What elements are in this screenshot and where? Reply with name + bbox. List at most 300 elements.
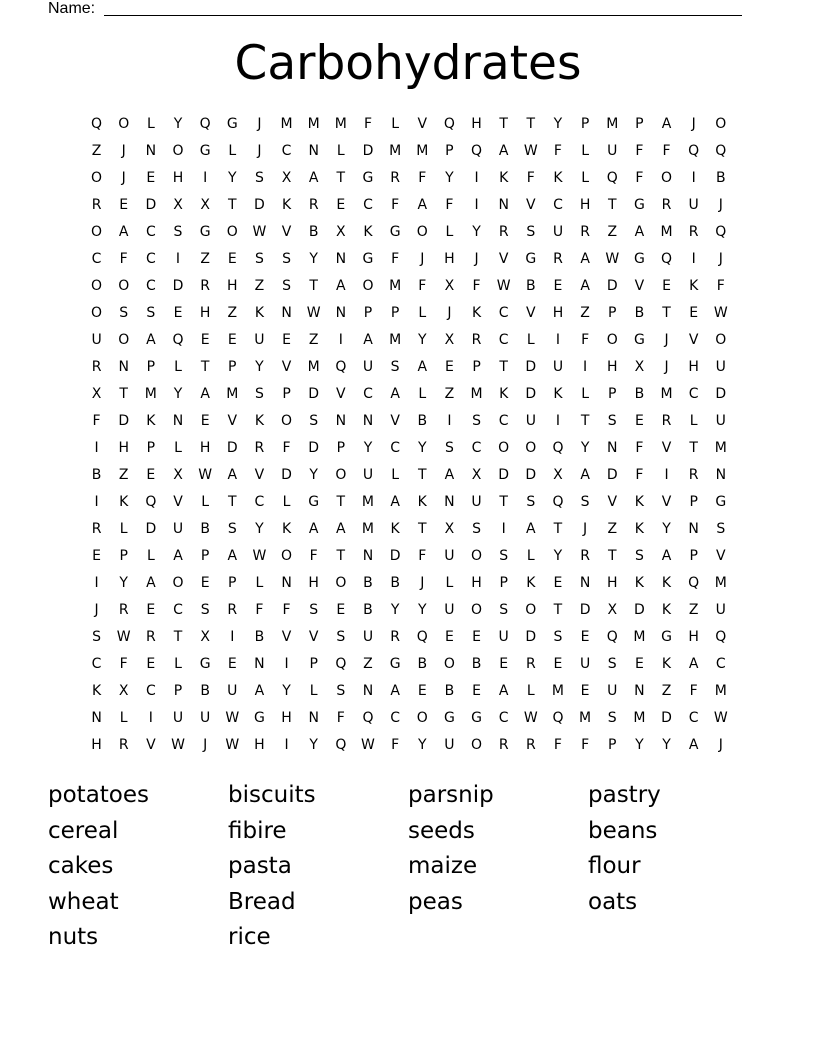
- grid-letter: U: [91, 332, 102, 348]
- grid-letter: Y: [255, 359, 264, 375]
- grid-letter: P: [309, 656, 318, 672]
- grid-letter: T: [607, 197, 617, 213]
- grid-letter: N: [335, 305, 347, 321]
- grid-letter: M: [389, 143, 402, 159]
- grid-letter: M: [714, 683, 727, 699]
- grid-letter: Z: [688, 602, 699, 618]
- word-bank-item: pastry: [588, 782, 661, 808]
- grid-letter: F: [119, 656, 128, 672]
- name-underline: [104, 15, 742, 16]
- grid-letter: N: [308, 710, 319, 726]
- grid-letter: H: [552, 305, 564, 321]
- grid-letter: P: [608, 737, 617, 753]
- grid-letter: C: [390, 440, 400, 456]
- grid-letter: S: [309, 413, 319, 429]
- grid-letter: F: [445, 197, 454, 213]
- grid-letter: E: [336, 197, 346, 213]
- grid-letter: S: [227, 521, 237, 537]
- grid-letter: O: [416, 710, 428, 726]
- grid-letter: P: [119, 548, 128, 564]
- grid-letter: S: [526, 224, 536, 240]
- grid-letter: M: [361, 521, 375, 537]
- grid-letter: C: [145, 251, 156, 267]
- word-bank-item: oats: [588, 888, 638, 915]
- grid-letter: U: [715, 413, 726, 429]
- grid-letter: M: [389, 332, 402, 348]
- grid-letter: E: [417, 683, 427, 699]
- grid-letter: S: [254, 386, 264, 402]
- grid-letter: O: [172, 575, 184, 591]
- grid-letter: E: [200, 575, 210, 591]
- grid-letter: C: [390, 710, 400, 726]
- grid-letter: I: [474, 170, 479, 186]
- grid-letter: Q: [172, 332, 184, 348]
- grid-letter: D: [281, 467, 292, 483]
- grid-letter: E: [472, 683, 481, 699]
- grid-letter: Y: [173, 116, 183, 132]
- grid-letter: J: [257, 143, 262, 159]
- word-bank-row: [48, 885, 768, 921]
- grid-letter: Q: [715, 629, 727, 645]
- grid-letter: E: [92, 548, 101, 564]
- grid-letter: A: [363, 332, 373, 348]
- grid-letter: A: [688, 656, 699, 672]
- grid-letter: K: [634, 494, 644, 510]
- word-bank-row: [48, 814, 768, 850]
- grid-letter: I: [555, 413, 561, 429]
- grid-letter: S: [173, 224, 183, 240]
- grid-letter: D: [172, 278, 184, 294]
- grid-letter: F: [581, 737, 590, 753]
- grid-letter: A: [308, 521, 319, 537]
- grid-letter: R: [390, 170, 400, 186]
- grid-letter: T: [553, 521, 563, 537]
- grid-letter: P: [608, 305, 617, 321]
- grid-letter: E: [634, 656, 644, 672]
- grid-letter: M: [579, 710, 592, 726]
- grid-letter: C: [363, 386, 373, 402]
- grid-letter: P: [146, 359, 156, 375]
- grid-letter: P: [228, 359, 237, 375]
- grid-letter: E: [146, 602, 156, 618]
- grid-letter: E: [553, 278, 563, 294]
- grid-letter: L: [282, 494, 291, 510]
- grid-letter: F: [255, 602, 264, 618]
- grid-letter: K: [91, 683, 102, 699]
- grid-row: [83, 111, 735, 138]
- grid-letter: P: [689, 548, 698, 564]
- grid-letter: J: [420, 251, 425, 267]
- grid-letter: T: [417, 521, 427, 537]
- grid-letter: A: [173, 548, 183, 564]
- grid-letter: W: [306, 305, 321, 321]
- grid-letter: Y: [255, 521, 264, 537]
- grid-letter: Q: [199, 116, 211, 132]
- grid-letter: H: [688, 629, 699, 645]
- grid-row: [83, 597, 735, 624]
- grid-letter: Y: [417, 332, 427, 348]
- grid-letter: C: [498, 710, 509, 726]
- grid-letter: O: [281, 548, 293, 564]
- grid-letter: U: [227, 683, 238, 699]
- grid-letter: J: [447, 305, 452, 321]
- grid-letter: Q: [471, 143, 483, 159]
- grid-letter: Y: [417, 440, 427, 456]
- grid-row: [83, 516, 735, 543]
- grid-letter: R: [227, 602, 238, 618]
- grid-letter: E: [662, 278, 671, 294]
- grid-row: [83, 570, 735, 597]
- grid-letter: X: [336, 224, 346, 240]
- grid-letter: C: [145, 683, 156, 699]
- grid-letter: I: [284, 737, 289, 753]
- grid-letter: B: [363, 602, 373, 618]
- grid-letter: A: [661, 116, 672, 132]
- grid-row: [83, 381, 735, 408]
- grid-letter: E: [444, 629, 454, 645]
- grid-letter: S: [526, 494, 536, 510]
- grid-letter: J: [664, 332, 669, 348]
- grid-letter: N: [607, 440, 618, 456]
- grid-letter: O: [715, 116, 727, 132]
- grid-letter: B: [91, 467, 102, 483]
- grid-letter: Y: [363, 440, 373, 456]
- grid-letter: U: [688, 197, 699, 213]
- grid-letter: L: [255, 575, 264, 591]
- grid-row: [83, 165, 735, 192]
- grid-letter: O: [91, 278, 103, 294]
- grid-letter: K: [471, 305, 482, 321]
- grid-letter: Q: [606, 170, 618, 186]
- grid-row: [83, 543, 735, 570]
- grid-letter: N: [498, 197, 509, 213]
- grid-letter: H: [471, 575, 482, 591]
- grid-row: [83, 273, 735, 300]
- grid-letter: L: [418, 386, 427, 402]
- grid-letter: F: [391, 737, 400, 753]
- grid-letter: B: [254, 629, 265, 645]
- grid-letter: O: [118, 116, 130, 132]
- grid-letter: A: [390, 683, 400, 699]
- grid-letter: W: [252, 548, 267, 564]
- grid-letter: M: [361, 494, 375, 510]
- grid-letter: L: [418, 305, 427, 321]
- grid-letter: C: [498, 413, 509, 429]
- grid-letter: Q: [552, 440, 564, 456]
- grid-letter: M: [226, 386, 239, 402]
- grid-letter: E: [444, 359, 454, 375]
- grid-letter: Z: [607, 224, 618, 240]
- grid-letter: L: [526, 548, 535, 564]
- grid-letter: W: [225, 710, 240, 726]
- grid-letter: S: [254, 170, 264, 186]
- grid-letter: I: [94, 494, 99, 510]
- grid-letter: W: [713, 710, 728, 726]
- grid-letter: G: [199, 656, 211, 672]
- grid-letter: O: [525, 602, 537, 618]
- grid-letter: Q: [552, 710, 564, 726]
- grid-letter: B: [634, 305, 645, 321]
- grid-letter: P: [363, 305, 373, 321]
- grid-row: [83, 327, 735, 354]
- grid-letter: Y: [309, 467, 318, 483]
- grid-letter: I: [94, 575, 99, 591]
- grid-letter: T: [689, 440, 698, 456]
- grid-letter: Q: [688, 143, 700, 159]
- grid-letter: Q: [661, 251, 673, 267]
- grid-letter: C: [173, 602, 183, 618]
- grid-letter: X: [444, 278, 455, 294]
- grid-letter: G: [633, 251, 645, 267]
- grid-letter: Z: [200, 251, 210, 267]
- grid-letter: W: [605, 251, 620, 267]
- grid-letter: L: [581, 386, 589, 402]
- word-bank-item: biscuits: [228, 782, 316, 808]
- grid-letter: K: [689, 278, 699, 294]
- grid-letter: Q: [552, 494, 564, 510]
- grid-letter: A: [390, 386, 400, 402]
- grid-letter: E: [553, 656, 563, 672]
- grid-letter: G: [199, 224, 211, 240]
- grid-letter: Q: [416, 629, 428, 645]
- puzzle-title: Carbohydrates: [234, 36, 582, 91]
- grid-letter: H: [606, 575, 618, 591]
- grid-letter: U: [200, 710, 211, 726]
- grid-letter: F: [526, 170, 535, 186]
- grid-letter: C: [498, 305, 509, 321]
- grid-letter: O: [471, 602, 483, 618]
- grid-letter: G: [525, 251, 537, 267]
- grid-letter: M: [280, 116, 293, 132]
- grid-letter: P: [580, 116, 590, 132]
- grid-letter: F: [363, 116, 372, 132]
- grid-letter: U: [552, 359, 564, 375]
- grid-letter: P: [146, 440, 156, 456]
- grid-letter: R: [91, 521, 102, 537]
- grid-letter: O: [471, 737, 483, 753]
- grid-letter: O: [91, 224, 103, 240]
- grid-letter: D: [715, 386, 727, 402]
- grid-letter: C: [281, 143, 292, 159]
- grid-letter: E: [499, 656, 509, 672]
- grid-letter: U: [362, 359, 374, 375]
- grid-letter: X: [173, 467, 183, 483]
- grid-letter: D: [362, 143, 374, 159]
- grid-letter: Q: [335, 737, 347, 753]
- grid-letter: I: [230, 629, 235, 645]
- grid-letter: B: [363, 575, 373, 591]
- grid-letter: M: [551, 683, 564, 699]
- grid-letter: T: [417, 467, 427, 483]
- grid-letter: T: [336, 494, 346, 510]
- grid-letter: R: [525, 737, 536, 753]
- grid-letter: O: [525, 440, 537, 456]
- grid-letter: X: [173, 197, 183, 213]
- grid-letter: E: [472, 629, 481, 645]
- grid-letter: I: [664, 467, 669, 483]
- grid-letter: M: [389, 278, 402, 294]
- grid-letter: Y: [662, 737, 671, 753]
- grid-letter: N: [254, 656, 265, 672]
- grid-letter: G: [308, 494, 320, 510]
- grid-letter: U: [172, 710, 184, 726]
- grid-letter: D: [226, 440, 238, 456]
- grid-letter: Q: [145, 494, 157, 510]
- grid-letter: O: [498, 440, 510, 456]
- grid-row: [83, 354, 735, 381]
- grid-letter: E: [173, 305, 183, 321]
- grid-letter: U: [362, 467, 374, 483]
- grid-letter: A: [146, 332, 156, 348]
- grid-letter: P: [608, 386, 617, 402]
- grid-letter: R: [118, 602, 129, 618]
- grid-letter: Z: [91, 143, 102, 159]
- grid-letter: G: [389, 224, 401, 240]
- grid-letter: V: [308, 629, 319, 645]
- grid-letter: G: [661, 629, 672, 645]
- grid-letter: J: [718, 197, 723, 213]
- grid-letter: D: [525, 467, 537, 483]
- grid-letter: S: [553, 629, 563, 645]
- grid-letter: E: [227, 656, 237, 672]
- grid-letter: G: [389, 656, 401, 672]
- grid-letter: K: [526, 575, 536, 591]
- grid-letter: B: [308, 224, 319, 240]
- grid-letter: Y: [417, 602, 427, 618]
- grid-letter: A: [688, 737, 699, 753]
- grid-letter: Y: [417, 737, 427, 753]
- grid-letter: C: [363, 197, 373, 213]
- grid-letter: Z: [363, 656, 373, 672]
- grid-letter: R: [471, 332, 482, 348]
- grid-letter: O: [91, 170, 103, 186]
- grid-letter: A: [336, 521, 346, 537]
- grid-letter: K: [661, 656, 672, 672]
- grid-letter: A: [580, 251, 590, 267]
- grid-letter: O: [715, 332, 727, 348]
- grid-letter: U: [471, 494, 482, 510]
- grid-letter: M: [307, 116, 320, 132]
- grid-letter: E: [336, 602, 346, 618]
- grid-letter: V: [173, 494, 183, 510]
- word-bank-item: peas: [408, 888, 463, 915]
- grid-letter: K: [661, 575, 672, 591]
- grid-letter: J: [718, 251, 723, 267]
- grid-letter: E: [119, 197, 129, 213]
- grid-letter: M: [633, 710, 646, 726]
- grid-letter: V: [281, 629, 292, 645]
- grid-letter: D: [606, 278, 618, 294]
- grid-letter: U: [444, 602, 455, 618]
- grid-letter: O: [118, 332, 130, 348]
- grid-letter: C: [553, 197, 563, 213]
- grid-letter: D: [579, 602, 591, 618]
- grid-letter: H: [308, 575, 319, 591]
- grid-letter: K: [499, 170, 509, 186]
- grid-letter: J: [121, 170, 126, 186]
- grid-letter: F: [418, 548, 427, 564]
- grid-letter: O: [443, 656, 455, 672]
- grid-letter: I: [691, 170, 696, 186]
- grid-letter: I: [148, 710, 153, 726]
- grid-letter: F: [282, 440, 291, 456]
- grid-letter: H: [281, 710, 292, 726]
- grid-letter: R: [553, 251, 563, 267]
- grid-letter: A: [526, 521, 536, 537]
- grid-letter: T: [227, 494, 237, 510]
- grid-letter: L: [119, 710, 128, 726]
- grid-letter: P: [282, 386, 291, 402]
- word-bank-item: beans: [588, 817, 658, 844]
- grid-letter: Y: [472, 224, 481, 240]
- grid-letter: V: [526, 197, 536, 213]
- grid-letter: D: [661, 710, 672, 726]
- grid-letter: R: [580, 224, 590, 240]
- word-bank-item: flour: [588, 853, 641, 879]
- grid-letter: R: [580, 548, 590, 564]
- grid-letter: T: [227, 197, 237, 213]
- grid-letter: T: [173, 629, 183, 645]
- grid-letter: I: [338, 332, 343, 348]
- grid-letter: C: [498, 332, 509, 348]
- grid-letter: Y: [662, 521, 671, 537]
- grid-letter: L: [174, 656, 182, 672]
- grid-letter: D: [254, 197, 265, 213]
- grid-letter: K: [553, 170, 563, 186]
- grid-letter: R: [91, 359, 102, 375]
- grid-letter: X: [118, 683, 129, 699]
- grid-letter: V: [661, 440, 672, 456]
- grid-letter: I: [501, 521, 506, 537]
- grid-letter: D: [308, 440, 320, 456]
- grid-letter: P: [173, 683, 183, 699]
- grid-letter: O: [335, 467, 347, 483]
- word-bank-item: maize: [408, 853, 478, 879]
- grid-letter: M: [416, 143, 429, 159]
- grid-letter: U: [715, 602, 726, 618]
- grid-letter: K: [417, 494, 427, 510]
- grid-letter: V: [634, 278, 645, 294]
- grid-letter: G: [362, 170, 374, 186]
- grid-letter: S: [336, 629, 346, 645]
- grid-letter: H: [91, 737, 102, 753]
- word-bank-item: cereal: [48, 817, 119, 844]
- grid-letter: J: [121, 143, 126, 159]
- grid-letter: R: [661, 413, 672, 429]
- word-bank-row: [48, 849, 768, 885]
- grid-letter: N: [91, 710, 102, 726]
- grid-letter: P: [499, 575, 508, 591]
- grid-letter: Y: [282, 683, 291, 699]
- grid-letter: Z: [661, 683, 672, 699]
- word-bank-row: [48, 778, 768, 814]
- grid-letter: L: [391, 467, 400, 483]
- grid-letter: R: [200, 278, 210, 294]
- grid-letter: Z: [118, 467, 129, 483]
- grid-letter: E: [146, 656, 156, 672]
- grid-letter: Q: [606, 629, 618, 645]
- grid-letter: S: [580, 494, 590, 510]
- grid-letter: D: [525, 629, 537, 645]
- grid-letter: Q: [362, 710, 374, 726]
- grid-letter: D: [498, 467, 510, 483]
- grid-letter: B: [471, 656, 482, 672]
- grid-letter: R: [308, 197, 319, 213]
- grid-letter: V: [390, 413, 400, 429]
- grid-row: [83, 489, 735, 516]
- grid-letter: S: [499, 602, 509, 618]
- word-bank-item: rice: [228, 924, 271, 950]
